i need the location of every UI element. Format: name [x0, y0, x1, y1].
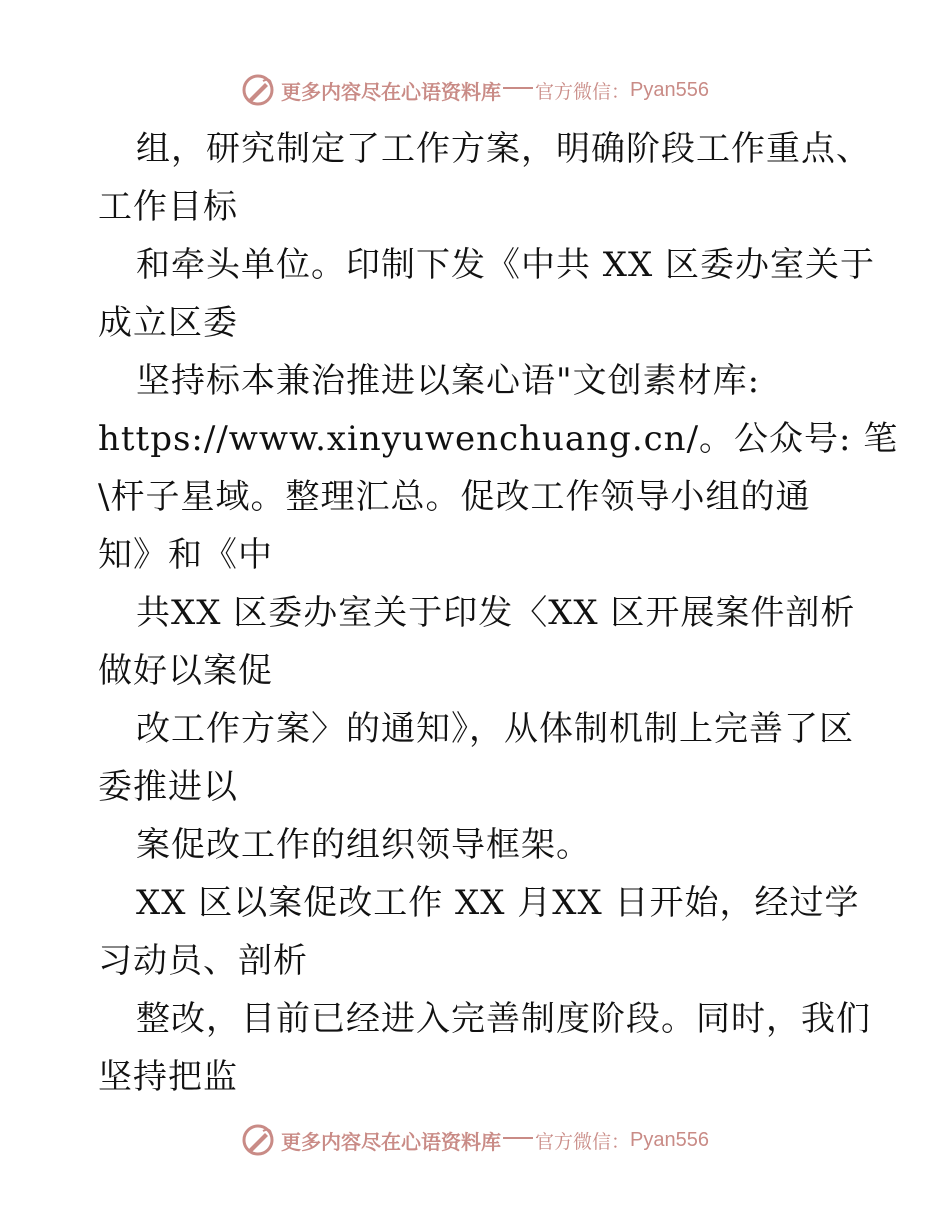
text-line: 共XX 区委办室关于印发〈XX 区开展案件剖析 [136, 593, 856, 633]
watermark-account: Pyan556 [630, 1128, 709, 1151]
text-line: 委推进以 [98, 767, 238, 807]
text-line: \杆子星域。整理汇总。促改工作领导小组的通 [98, 477, 811, 517]
watermark-title: 更多内容尽在心语资料库 [281, 79, 501, 104]
text-line: 工作目标 [98, 187, 238, 227]
text-line: 组，研究制定了工作方案，明确阶段工作重点、 [136, 129, 871, 169]
quill-pen-logo-icon [241, 73, 275, 107]
quill-pen-logo-icon [241, 1123, 275, 1157]
watermark-title: 更多内容尽在心语资料库 [281, 1129, 501, 1154]
text-line: 坚持把监 [98, 1057, 238, 1097]
watermark-dash [503, 87, 533, 89]
header-watermark [0, 70, 950, 110]
text-line: 做好以案促 [98, 651, 273, 691]
text-line: https://www.xinyuwenchuang.cn/。公众号: 笔 [98, 419, 899, 459]
text-line: 改工作方案〉的通知》，从体制机制上完善了区 [136, 709, 854, 749]
text-line: 知》和《中 [98, 535, 273, 575]
watermark-label: 官方微信： [535, 1130, 631, 1153]
text-line: 整改，目前已经进入完善制度阶段。同时，我们 [136, 999, 871, 1039]
text-line: 案促改工作的组织领导框架。 [136, 825, 591, 865]
text-line: 坚持标本兼治推进以案心语"文创素材库: [136, 361, 761, 401]
text-line: 习动员、剖析 [98, 941, 308, 981]
watermark-dash [503, 1137, 533, 1139]
watermark-account: Pyan556 [630, 78, 709, 101]
text-line: 成立区委 [98, 303, 238, 343]
footer-watermark [0, 1120, 950, 1160]
text-line: XX 区以案促改工作 XX 月XX 日开始，经过学 [136, 883, 860, 923]
watermark-label: 官方微信： [535, 80, 631, 103]
text-line: 和牵头单位。印制下发《中共 XX 区委办室关于 [136, 245, 876, 285]
